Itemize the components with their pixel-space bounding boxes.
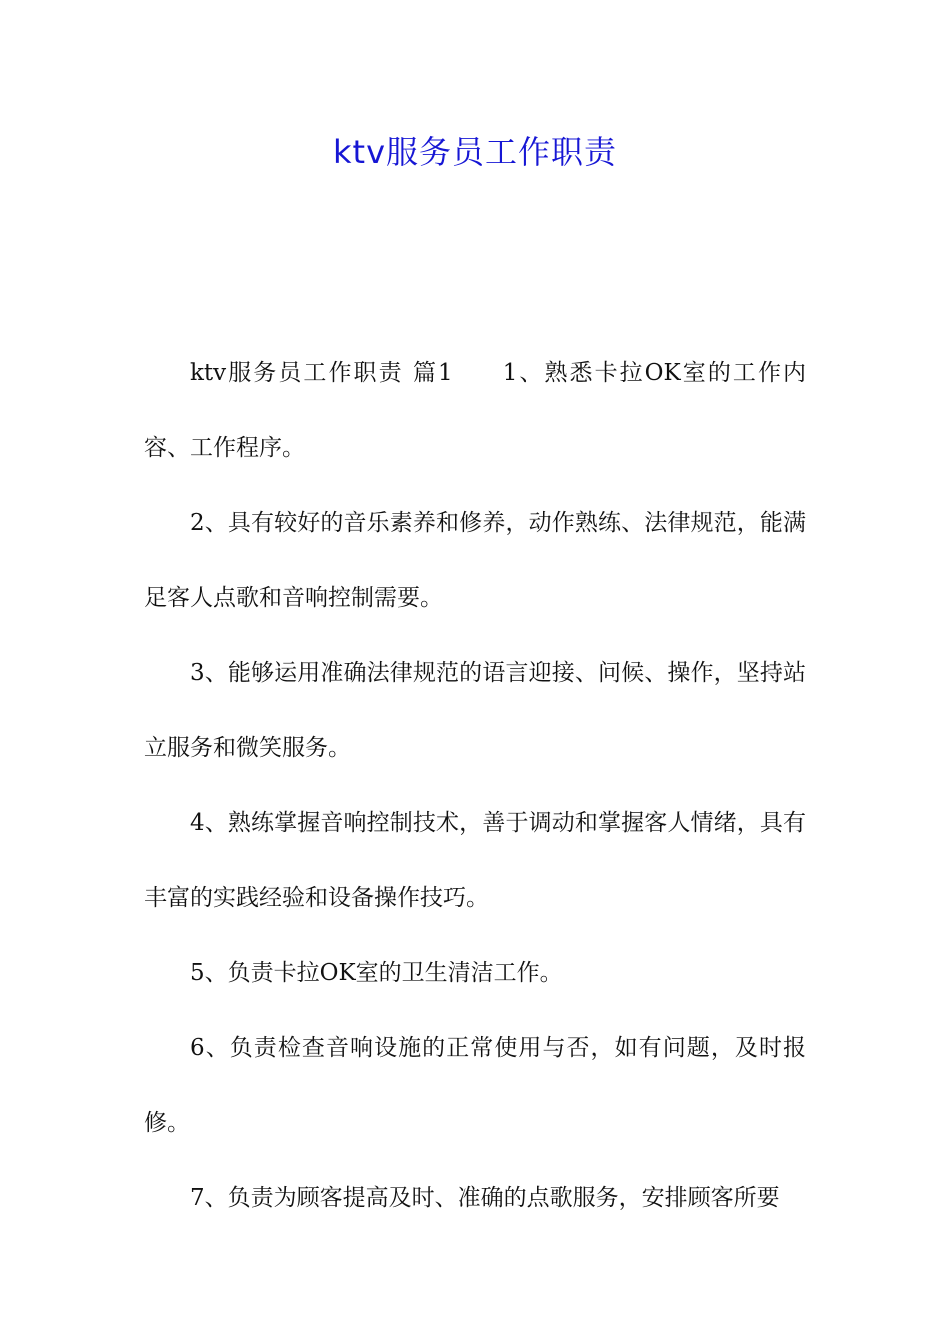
document-title: ktv服务员工作职责: [332, 133, 618, 171]
paragraph-1-text: 1、熟悉卡拉OK室的工作内容、工作程序。: [144, 360, 807, 461]
paragraph-1: [144, 336, 806, 486]
document-body: [144, 336, 806, 1236]
paragraph-3: 3、能够运用准确法律规范的语言迎接、问候、操作，坚持站立服务和微笑服务。: [144, 660, 806, 761]
paragraph-5: 5、负责卡拉OK室的卫生清洁工作。: [190, 960, 563, 986]
paragraph-2: 2、具有较好的音乐素养和修养，动作熟练、法律规范，能满足客人点歌和音响控制需要。: [144, 510, 806, 611]
paragraph-4: 4、熟练掌握音响控制技术，善于调动和掌握客人情绪，具有丰富的实践经验和设备操作技巧。: [144, 810, 806, 911]
paragraph-7: 7、负责为顾客提高及时、准确的点歌服务，安排顾客所要: [190, 1185, 780, 1211]
paragraph-6: 6、负责检查音响设施的正常使用与否，如有问题，及时报修。: [144, 1035, 806, 1136]
intro-heading: ktv服务员工作职责 篇1: [190, 360, 453, 386]
